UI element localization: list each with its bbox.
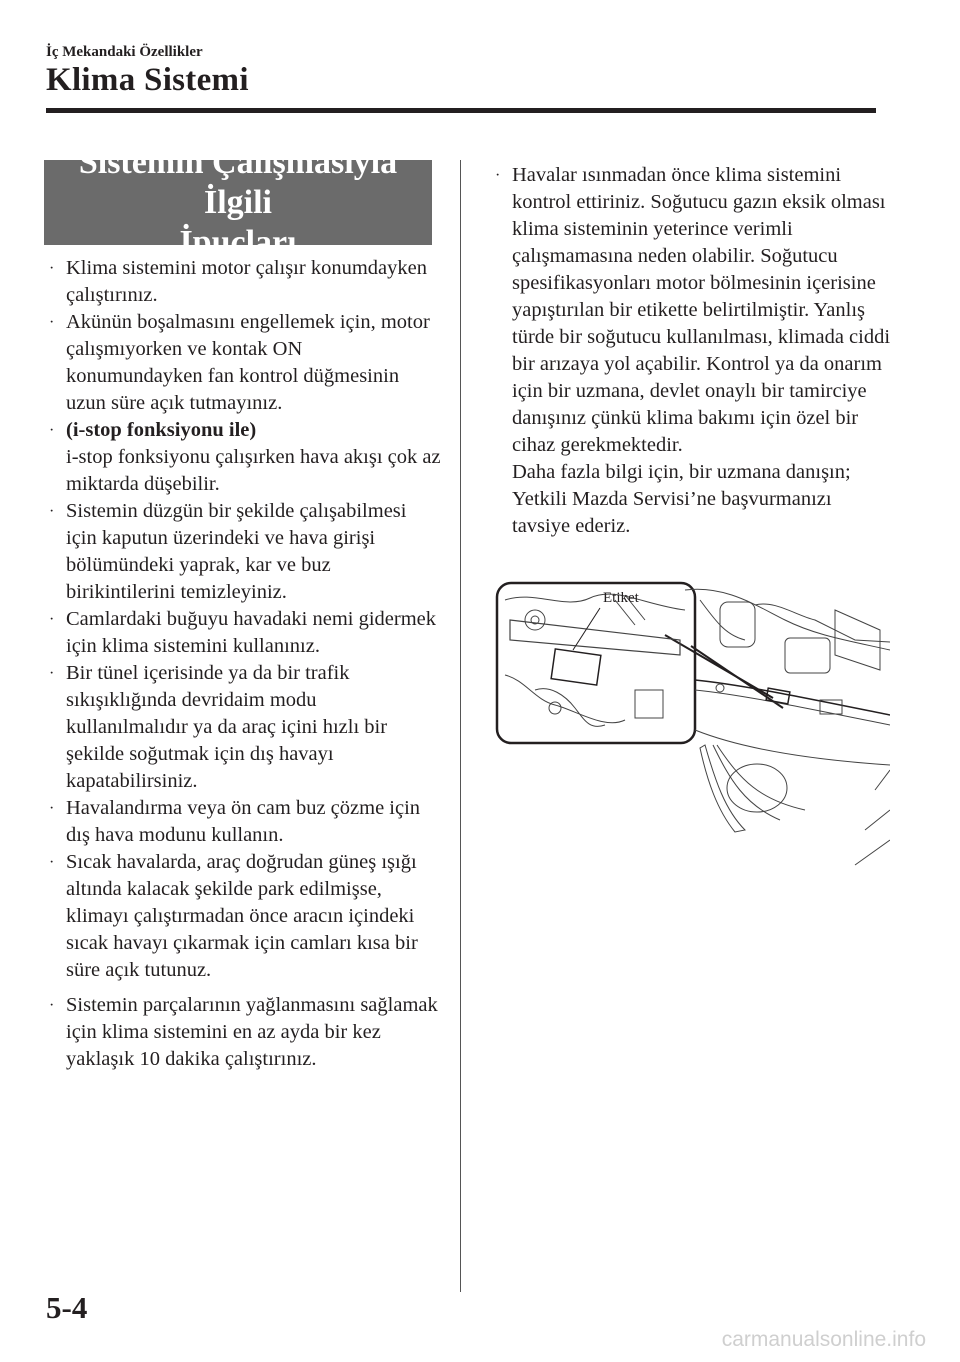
left-bullet-list	[46, 255, 441, 1073]
list-item-text: Sıcak havalarda, araç doğrudan güneş ışığı altında kalacak şekilde park edilmişse, klimayı çalıştırmadan önce aracın içindeki sıcak havayı çıkarmak için camları kısa bir süre açık tutunuz.	[66, 851, 418, 981]
list-item	[46, 309, 441, 417]
section-title-line-1: Sistemin Çalışmasıyla İlgili	[78, 143, 398, 221]
list-item-text: Akünün boşalmasını engellemek için, motor çalışmıyorken ve kontak ON konumundayken fan kontrol düğmesinin uzun süre açık tutmayınız.	[66, 311, 430, 414]
bullet-icon: ·	[49, 800, 55, 817]
list-item-text: Sistemin düzgün bir şekilde çalışabilmesi için kaputun üzerindeki ve hava girişi bölümündeki yaprak, kar ve buz birikintilerini temizleyiniz.	[66, 500, 407, 603]
watermark: carmanualsonline.info	[721, 1328, 926, 1351]
bullet-icon: ·	[49, 260, 55, 277]
section-title-line-2: İpuçları	[179, 223, 297, 261]
section-title-box	[44, 143, 432, 261]
bullet-icon: ·	[49, 997, 55, 1014]
bullet-icon: ·	[49, 854, 55, 871]
list-item	[46, 417, 441, 498]
list-item-text: Sistemin parçalarının yağlanmasını sağlamak için klima sistemini en az ayda bir kez yaklaşık 10 dakika çalıştırınız.	[66, 994, 438, 1070]
bullet-icon: ·	[49, 503, 55, 520]
list-item-text-continued: Daha fazla bilgi için, bir uzmana danışın; Yetkili Mazda Servisi’ne başvurmanızı tavsiye ederiz.	[512, 461, 851, 537]
bullet-icon: ·	[49, 611, 55, 628]
bullet-icon: ·	[49, 422, 55, 439]
figure-label: Etiket	[603, 590, 639, 606]
list-item	[46, 498, 441, 606]
bullet-icon: ·	[49, 665, 55, 682]
list-item	[46, 606, 441, 660]
list-item	[46, 849, 441, 984]
column-divider	[460, 160, 461, 1292]
bullet-icon: ·	[49, 314, 55, 331]
inset-frame	[497, 583, 695, 743]
list-item-text: i-stop fonksiyonu çalışırken hava akışı çok az miktarda düşebilir.	[66, 446, 441, 495]
list-item	[46, 255, 441, 309]
list-item	[46, 660, 441, 795]
page-number: 5-4	[46, 1290, 88, 1325]
bullet-icon: ·	[495, 167, 501, 184]
list-item-heading: (i-stop fonksiyonu ile)	[66, 419, 257, 441]
list-item	[46, 795, 441, 849]
list-item	[46, 992, 441, 1073]
header-rule	[46, 108, 876, 113]
list-item-text: Klima sistemini motor çalışır konumdayken çalıştırınız.	[66, 257, 427, 306]
list-item-text: Havalandırma veya ön cam buz çözme için dış hava modunu kullanın.	[66, 797, 421, 846]
list-item	[492, 162, 892, 540]
list-item-text: Havalar ısınmadan önce klima sistemini kontrol ettiriniz. Soğutucu gazın eksik olması klima sisteminin yeterince verimli çalışmamasına neden olabilir. Soğutucu spesifikasyonları motor bölmesinin içerisine yapıştırılan bir etikette belirtilmiştir. Yanlış türde bir soğutucu kullanılması, klimada ciddi bir arızaya yol açabilir. Kontrol ya da onarım için bir uzmana, devlet onaylı bir tamirciye danışınız çünkü klima bakımı için özel bir cihaz gerekmektedir.	[512, 164, 891, 456]
right-bullet-list	[492, 162, 892, 540]
engine-bay-illustration	[495, 580, 890, 870]
chapter-title: Klima Sistemi	[46, 62, 249, 98]
list-item-text: Camlardaki buğuyu havadaki nemi gidermek için klima sistemini kullanınız.	[66, 608, 437, 657]
list-item-text: Bir tünel içerisinde ya da bir trafik sıkışıklığında devridaim modu kullanılmalıdır ya da araç içini hızlı bir şekilde soğutmak için dış havayı kapatabilirsiniz.	[66, 662, 388, 792]
running-head: İç Mekandaki Özellikler	[46, 44, 203, 60]
